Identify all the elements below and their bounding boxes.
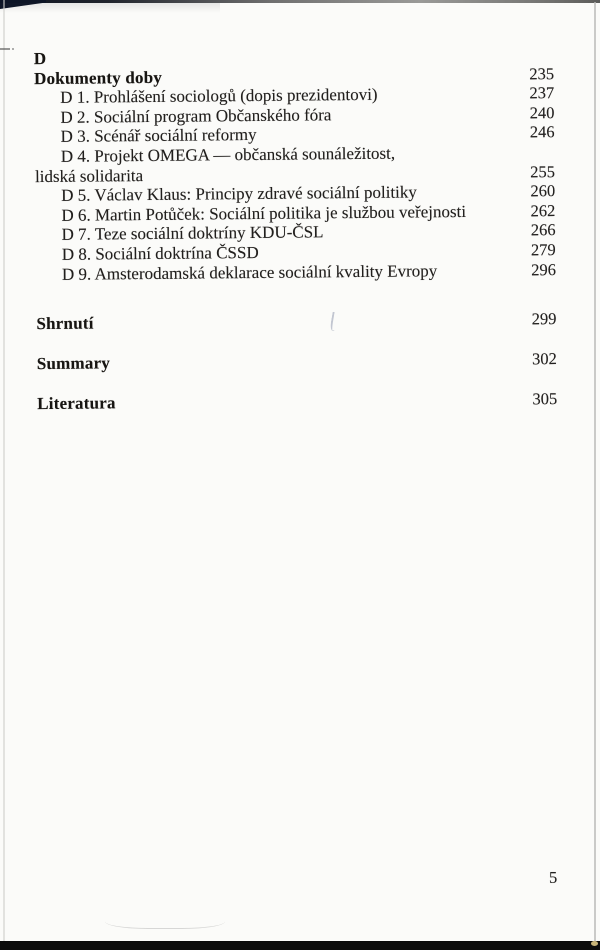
back-matter-entry (36, 309, 556, 334)
back-matter-entry (37, 389, 557, 414)
toc-entry-page: 266 (530, 220, 556, 240)
back-matter-entry-page: 305 (532, 389, 558, 409)
toc-entry-label: D 6. Martin Potůček: Sociální politika je službou veřejnosti (61, 201, 467, 225)
scan-edge-right (594, 2, 596, 941)
toc-entry-page: 246 (529, 122, 555, 142)
toc-entry-page: 237 (529, 83, 555, 103)
back-matter-entry-page: 299 (531, 309, 557, 329)
toc-entry-label: D 7. Teze sociální doktríny KDU-ČSL (61, 222, 324, 245)
toc-entry-page: 279 (530, 240, 556, 260)
scan-edge-bottom (0, 941, 600, 950)
toc-entry (36, 260, 556, 285)
toc-section-d (34, 44, 556, 284)
toc-entry-page: 240 (529, 102, 555, 123)
toc-entry-label: D 8. Sociální doktrína ČSSD (61, 242, 259, 264)
toc-entry-label: D 4. Projekt OMEGA — občanská sounáležitost, (60, 143, 396, 166)
toc-back-matter (36, 309, 557, 414)
toc-entry-page: 255 (530, 161, 556, 181)
scan-shadow-top (0, 3, 220, 13)
toc-entry-label: D 3. Scénář sociální reformy (60, 125, 257, 147)
toc-entry-label: lidská solidarita (34, 165, 144, 186)
back-matter-entry-label: Shrnutí (36, 313, 94, 334)
page-number: 5 (549, 868, 558, 887)
scan-artifact-corner-speck (591, 941, 598, 946)
scan-artifact-crease (105, 914, 225, 929)
toc-entry-label: D 2. Sociální program Občanského fóra (60, 105, 332, 127)
toc-entry-label: D 9. Amsterodamská deklarace sociální kvality Evropy (61, 260, 438, 284)
back-matter-entry (37, 349, 557, 374)
toc-entry-page: 260 (530, 181, 556, 201)
back-matter-entry-label: Summary (36, 353, 111, 374)
toc-entry-label: D (33, 48, 47, 69)
toc-entry-label: D 5. Václav Klaus: Principy zdravé sociální politiky (61, 182, 417, 206)
back-matter-entry-label: Literatura (37, 393, 116, 414)
toc-entry-page: 296 (531, 259, 557, 279)
toc-entry-page: 262 (530, 200, 556, 221)
scan-artifact-left-dash (0, 48, 10, 50)
table-of-contents (34, 44, 557, 414)
back-matter-entry-page: 302 (531, 349, 557, 369)
scan-edge-left (3, 0, 5, 941)
toc-entry-label: D 1. Prohlášení sociologů (dopis prezidentovi) (60, 84, 378, 108)
toc-entry-page: 235 (529, 63, 555, 83)
toc-entry-label: Dokumenty doby (33, 67, 163, 88)
